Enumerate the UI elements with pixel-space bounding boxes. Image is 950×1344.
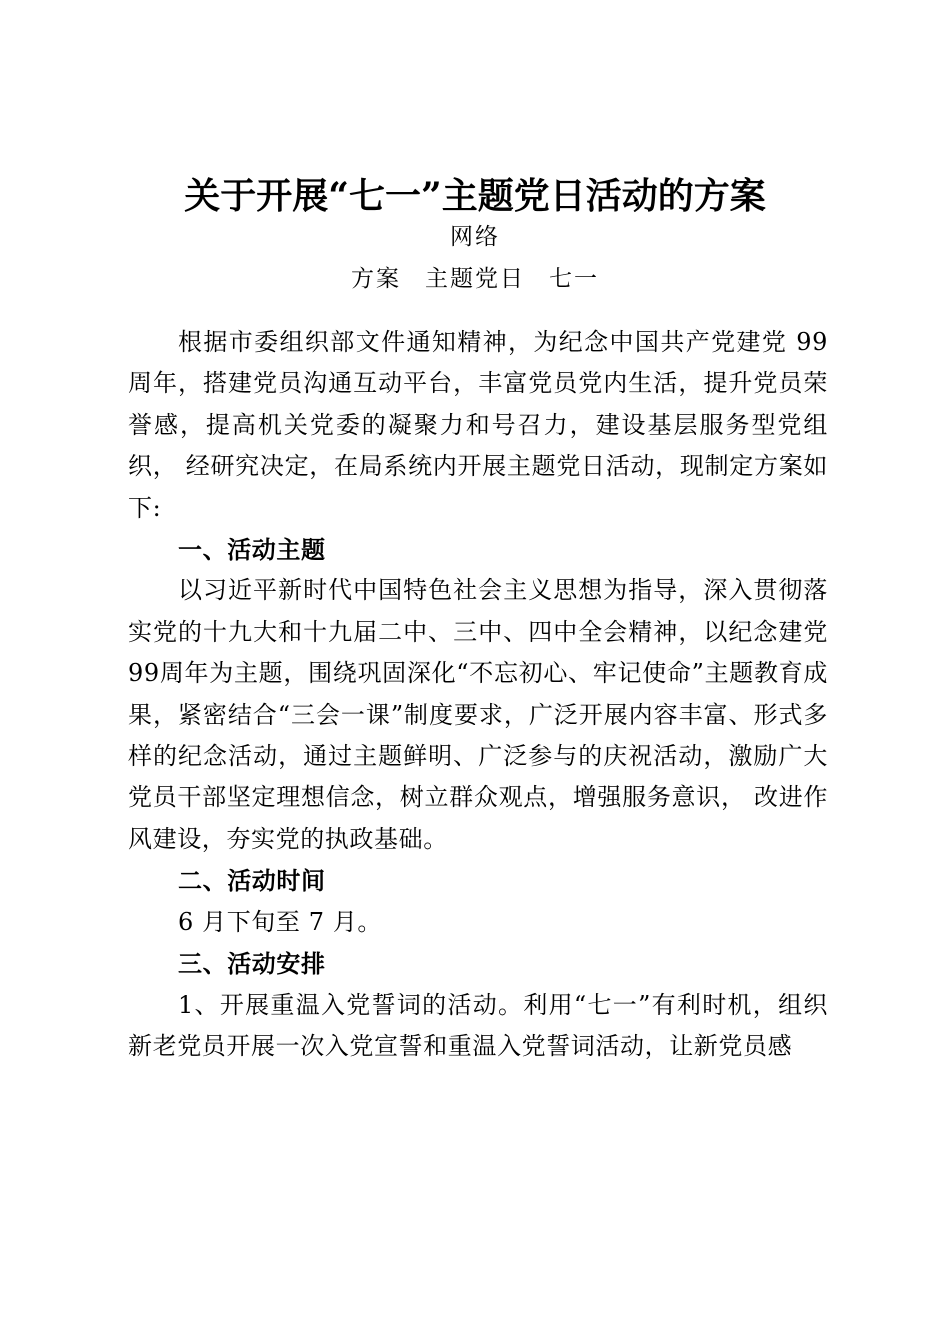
keyword: 方案 bbox=[351, 266, 401, 292]
document-title: 关于开展“七一”主题党日活动的方案 bbox=[184, 175, 766, 217]
keyword: 七一 bbox=[549, 266, 599, 292]
document-author: 网络 bbox=[450, 224, 500, 250]
document-body bbox=[128, 322, 828, 1067]
intro-paragraph: 根据市委组织部文件通知精神，为纪念中国共产党建党 99 周年，搭建党员沟通互动平台，丰富党员党内生活，提升党员荣誉感，提高机关党委的凝聚力和号召力，建设基层服务型党组织， 经研究决定，在局系统内开展主题党日活动，现制定方案如下: bbox=[128, 328, 828, 522]
keyword: 主题党日 bbox=[425, 266, 525, 292]
section-heading: 二、活动时间 bbox=[178, 866, 326, 896]
time-paragraph: 6 月下旬至 7 月。 bbox=[178, 907, 383, 936]
arrangement-paragraph: 1、开展重温入党誓词的活动。利用“七一”有利时机，组织新老党员开展一次入党宣誓和重温入党誓词活动，让新党员感 bbox=[128, 990, 828, 1060]
section-heading: 一、活动主题 bbox=[178, 535, 326, 565]
section-heading: 三、活动安排 bbox=[178, 949, 326, 979]
keywords-line bbox=[0, 262, 950, 296]
theme-paragraph: 以习近平新时代中国特色社会主义思想为指导，深入贯彻落实党的十九大和十九届二中、三中、四中全会精神，以纪念建党99周年为主题，围绕巩固深化“不忘初心、牢记使命”主题教育成果，紧密结合“三会一课”制度要求，广泛开展内容丰富、形式多样的纪念活动，通过主题鲜明、广泛参与的庆祝活动，激励广大党员干部坚定理想信念，树立群众观点，增强服务意识， 改进作风建设，夯实党的执政基础。 bbox=[128, 576, 828, 853]
